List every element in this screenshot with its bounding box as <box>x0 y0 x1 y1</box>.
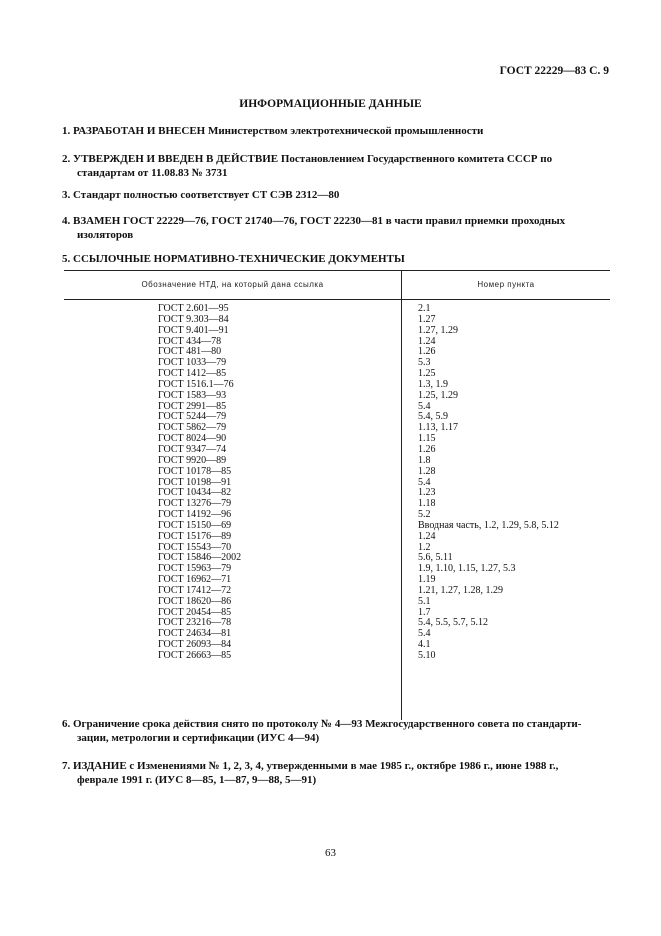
table-cell-item: 1.25, 1.29 <box>418 389 458 401</box>
table-cell-document: ГОСТ 1583—93 <box>158 389 227 401</box>
table-cell-document: ГОСТ 15846—2002 <box>158 552 242 564</box>
table-cell-document: ГОСТ 10178—85 <box>158 465 232 477</box>
table-cell-item: 1.24 <box>418 335 436 347</box>
table-row <box>64 542 610 553</box>
table-cell-item: 1.27, 1.29 <box>418 324 458 336</box>
table-cell-document: ГОСТ 10198—91 <box>158 476 232 488</box>
table-cell-document: ГОСТ 14192—96 <box>158 509 232 521</box>
table-cell-document: ГОСТ 2991—85 <box>158 400 227 412</box>
table-cell-document: ГОСТ 2.601—95 <box>158 303 229 314</box>
table-cell-document: ГОСТ 15150—69 <box>158 519 232 531</box>
section-7-line-2: феврале 1991 г. (ИУС 8—85, 1—87, 9—88, 5—91) <box>77 774 317 786</box>
table-row <box>64 390 610 401</box>
section-1 <box>62 124 610 138</box>
section-6-line-2: зации, метрологии и сертификации (ИУС 4—94) <box>77 732 320 744</box>
table-row <box>64 531 610 542</box>
table-row <box>64 314 610 325</box>
table-cell-document: ГОСТ 9.401—91 <box>158 324 229 336</box>
table-cell-item: 5.4 <box>418 400 431 412</box>
table-cell-item: 1.8 <box>418 454 431 466</box>
table-row <box>64 628 610 639</box>
table-row <box>64 596 610 607</box>
table-row <box>64 357 610 368</box>
table-cell-item: 1.21, 1.27, 1.28, 1.29 <box>418 584 503 596</box>
references-table <box>64 270 610 661</box>
table-row <box>64 487 610 498</box>
table-cell-item: 1.15 <box>418 433 436 445</box>
table-row <box>64 585 610 596</box>
section-7-line-1: 7. ИЗДАНИЕ с Изменениями № 1, 2, 3, 4, утвержденными в мае 1985 г., октябре 1986 г., июне 1988 г., <box>62 760 559 772</box>
table-row <box>64 477 610 488</box>
table-cell-item: 5.4, 5.9 <box>418 411 448 423</box>
table-row <box>64 325 610 336</box>
table-cell-item: 1.26 <box>418 346 436 358</box>
section-7 <box>62 759 610 787</box>
table-row <box>64 336 610 347</box>
table-cell-document: ГОСТ 26663—85 <box>158 650 232 661</box>
table-cell-document: ГОСТ 9.303—84 <box>158 313 229 325</box>
table-cell-item: 1.19 <box>418 574 436 586</box>
table-row <box>64 563 610 574</box>
table-cell-document: ГОСТ 15543—70 <box>158 541 232 553</box>
table-cell-document: ГОСТ 434—78 <box>158 335 222 347</box>
table-cell-document: ГОСТ 9920—89 <box>158 454 227 466</box>
table-row <box>64 368 610 379</box>
table-cell-item: Вводная часть, 1.2, 1.29, 5.8, 5.12 <box>418 519 559 531</box>
table-cell-document: ГОСТ 15176—89 <box>158 530 232 542</box>
table-cell-item: 5.2 <box>418 509 431 521</box>
table-cell-document: ГОСТ 26093—84 <box>158 639 232 651</box>
table-cell-item: 5.4 <box>418 628 431 640</box>
table-cell-item: 1.23 <box>418 487 436 499</box>
section-6-line-1: 6. Ограничение срока действия снято по протоколу № 4—93 Межгосударственного совета по стандарти- <box>62 718 582 730</box>
table-cell-item: 5.3 <box>418 357 431 369</box>
section-4 <box>62 214 610 242</box>
section-4-line-2: изоляторов <box>77 229 134 241</box>
table-row <box>64 520 610 531</box>
table-cell-document: ГОСТ 1033—79 <box>158 357 227 369</box>
table-body <box>64 300 610 661</box>
table-row <box>64 379 610 390</box>
table-cell-document: ГОСТ 13276—79 <box>158 498 232 510</box>
table-row <box>64 466 610 477</box>
table-cell-item: 1.24 <box>418 530 436 542</box>
table-row <box>64 617 610 628</box>
section-4-line-1: 4. ВЗАМЕН ГОСТ 22229—76, ГОСТ 21740—76, ГОСТ 22230—81 в части правил приемки проходных <box>62 215 566 227</box>
table-row <box>64 498 610 509</box>
table-cell-document: ГОСТ 1412—85 <box>158 368 227 380</box>
table-cell-document: ГОСТ 1516.1—76 <box>158 378 234 390</box>
table-cell-item: 5.10 <box>418 650 436 661</box>
table-cell-document: ГОСТ 5244—79 <box>158 411 227 423</box>
table-cell-item: 2.1 <box>418 303 431 314</box>
section-3-text: 3. Стандарт полностью соответствует СТ СЭВ 2312—80 <box>62 189 340 201</box>
section-5-text: 5. ССЫЛОЧНЫЕ НОРМАТИВНО-ТЕХНИЧЕСКИЕ ДОКУМЕНТЫ <box>62 253 405 265</box>
table-row <box>64 401 610 412</box>
table-cell-item: 1.25 <box>418 368 436 380</box>
table-cell-item: 1.2 <box>418 541 431 553</box>
section-2 <box>62 152 610 180</box>
table-row <box>64 411 610 422</box>
table-row <box>64 607 610 618</box>
table-cell-document: ГОСТ 18620—86 <box>158 595 232 607</box>
table-row <box>64 639 610 650</box>
table-cell-document: ГОСТ 17412—72 <box>158 584 232 596</box>
table-row <box>64 574 610 585</box>
section-6 <box>62 717 610 745</box>
table-cell-document: ГОСТ 9347—74 <box>158 443 227 455</box>
table-cell-item: 1.26 <box>418 443 436 455</box>
table-cell-item: 5.6, 5.11 <box>418 552 453 564</box>
table-row <box>64 552 610 563</box>
table-cell-document: ГОСТ 16962—71 <box>158 574 232 586</box>
table-cell-item: 4.1 <box>418 639 431 651</box>
section-2-line-2: стандартам от 11.08.83 № 3731 <box>77 167 228 179</box>
table-cell-document: ГОСТ 23216—78 <box>158 617 232 629</box>
table-cell-item: 1.3, 1.9 <box>418 378 448 390</box>
table-header-item: Номер пункта <box>477 280 535 289</box>
table-cell-item: 5.4, 5.5, 5.7, 5.12 <box>418 617 488 629</box>
table-cell-item: 1.28 <box>418 465 436 477</box>
table-cell-item: 1.7 <box>418 606 431 618</box>
table-cell-item: 1.9, 1.10, 1.15, 1.27, 5.3 <box>418 563 516 575</box>
table-cell-document: ГОСТ 15963—79 <box>158 563 232 575</box>
page-title: ИНФОРМАЦИОННЫЕ ДАННЫЕ <box>239 98 422 110</box>
header-reference: ГОСТ 22229—83 С. 9 <box>499 65 609 77</box>
table-header-document: Обозначение НТД, на который дана ссылка <box>141 280 324 289</box>
table-row <box>64 509 610 520</box>
section-3 <box>62 188 610 202</box>
table-cell-document: ГОСТ 5862—79 <box>158 422 227 434</box>
table-cell-item: 5.4 <box>418 476 431 488</box>
table-cell-document: ГОСТ 8024—90 <box>158 433 227 445</box>
section-1-text: 1. РАЗРАБОТАН И ВНЕСЕН Министерством электротехнической промышленности <box>62 125 484 137</box>
table-cell-document: ГОСТ 20454—85 <box>158 606 232 618</box>
table-row <box>64 303 610 314</box>
page-number: 63 <box>325 847 336 859</box>
table-row <box>64 433 610 444</box>
table-row <box>64 346 610 357</box>
section-5 <box>62 252 610 266</box>
table-cell-document: ГОСТ 481—80 <box>158 346 222 358</box>
table-cell-item: 1.13, 1.17 <box>418 422 458 434</box>
table-cell-item: 1.18 <box>418 498 436 510</box>
table-cell-item: 1.27 <box>418 313 436 325</box>
table-row <box>64 444 610 455</box>
table-row <box>64 422 610 433</box>
table-header <box>64 270 610 300</box>
table-cell-document: ГОСТ 10434—82 <box>158 487 232 499</box>
section-2-line-1: 2. УТВЕРЖДЕН И ВВЕДЕН В ДЕЙСТВИЕ Постановлением Государственного комитета СССР по <box>62 153 553 165</box>
table-row <box>64 455 610 466</box>
table-cell-document: ГОСТ 24634—81 <box>158 628 232 640</box>
table-cell-item: 5.1 <box>418 595 431 607</box>
table-row <box>64 650 610 661</box>
